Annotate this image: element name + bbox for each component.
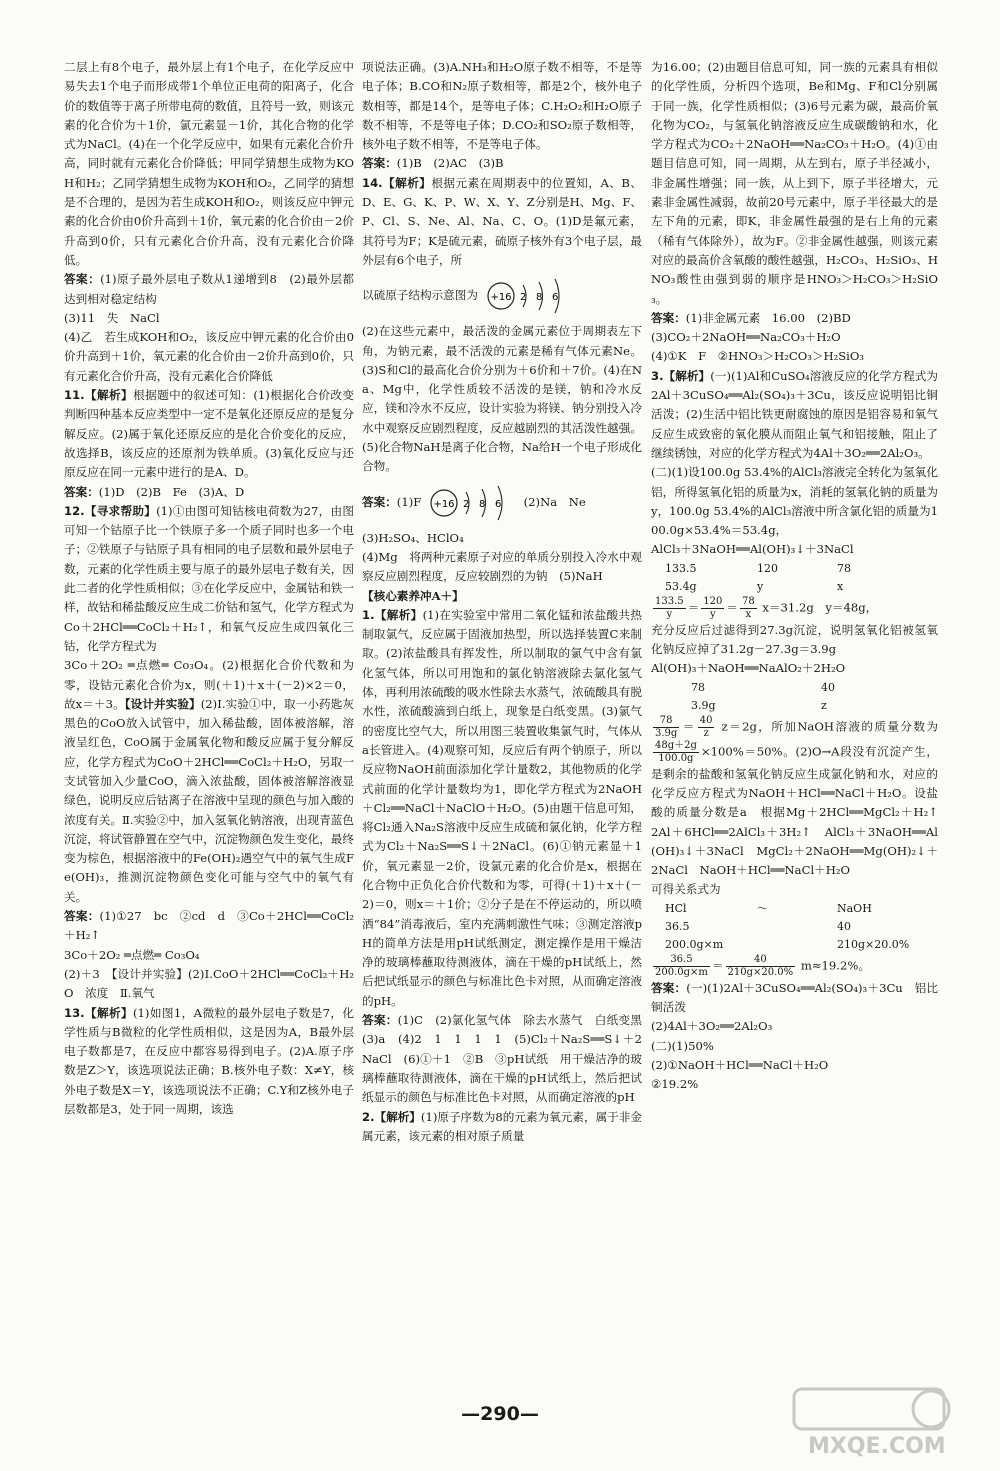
core3-answer-line: (二)(1)50% — [651, 1038, 714, 1053]
answer-label: 答案： — [362, 156, 397, 171]
core1-answer: 答案：(1)C (2)氯化氢气体 除去水蒸气 白纸变黑 (3)a (4)2 1 1 1 1 (5)Cl₂＋Na₂S══S↓＋2NaCl (6)①＋1 ②B ③pH试纸 用干燥洁净的玻璃棒蘸取待测液体，滴在干燥的pH试纸上，然后把试纸显示的颜色与标准比色卡对照，从而确定溶液的pH — [362, 1013, 654, 1105]
q12-equation: 3Co＋2O₂ ═点燃═ Co₃O₄。(2)根据化合价代数和为零，设钴元素化合价为x，则(＋1)＋x＋(－2)×2＝0，故x＝＋3。【设计并实验】(2)Ⅰ.实验①中，取一小药匙灰黑色的CoO放入试管中，加入稀盐酸，固体被溶解，溶液呈红色，CoO属于金属氧化物和酸反应属于复分解反应，化学方程式为CoO＋2HCl══CoCl₂＋H₂O，另取一支试管加入少量CoO，滴入浓盐酸，固体被溶解溶液显绿色，说明反应后钴离子在溶液中呈现的颜色与加入酸的浓度有关。Ⅱ.实验②中，加入氢氧化钠溶液，出现青蓝色沉淀，将试管静置在空气中，沉淀物颜色发生变化，最终变为棕色，根据溶液中的Fe(OH)₂遇空气中的氧气生成Fe(OH)₃，推测沉淀物颜色变化可能与空气中的氧气有关。 — [64, 658, 354, 904]
q12-answer-line: (2)＋3 【设计并实验】(2)Ⅰ.CoO＋2HCl══CoCl₂＋H₂O 浓度 Ⅱ.氧气 — [64, 966, 354, 1001]
answer-label: 答案： — [64, 484, 99, 499]
q10-answer-line: (3)11 失 NaCl — [64, 310, 160, 325]
watermark-logo — [786, 1383, 966, 1463]
answer-label: 答案： — [64, 272, 101, 287]
section-tag: 【解析】 — [84, 388, 134, 403]
q12-analysis: 12.【寻求帮助】(1)①由图可知钴核电荷数为27，由图可知一个钴原子比一个铁原子多一个质子同时也多一个电子；②铁原子与钴原子具有相同的电子层数和最外层电子数，元素的化学性质主要与原子的最外层电子数有关，因此二者的化学性质相似；③在化学反应中，金属钴和铁一样，故钴和稀盐酸反应生成二价钴和氢气，化学方程式为Co＋2HCl══CoCl₂＋H₂↑，和氧气反应生成四氧化三钴，化学方程式为 — [64, 503, 354, 653]
q12-answer-equation: 3Co＋2O₂ ═点燃═ Co₃O₄ — [64, 947, 200, 962]
svg-text:6: 6 — [494, 498, 502, 510]
answer-label: 答案： — [651, 310, 686, 325]
atom-shell-3: 6 — [551, 292, 559, 304]
core2-answer-line: (3)CO₂＋2NaOH══Na₂CO₃＋H₂O — [651, 330, 841, 345]
section-tag: 【寻求帮助】 — [84, 503, 157, 518]
svg-text:8: 8 — [478, 498, 486, 510]
equation-ratio-table: 78 40 3.9g z — [691, 680, 835, 712]
q10-continuation: 二层上有8个电子，最外层上有1个电子，在化学反应中易失去1个电子而形成带1个单位正电荷的阳离子，化合价的数值等于离子所带电荷的数值，且符号一致，则该元素的化合价为＋1价，氯元素显－1价，其化合物的化学式为NaCl。(4)在一个化学反应中，如果有元素化合价升高，同时就有元素化合价降低；甲同学猜想生成物为KOH和H₂；乙同学猜想生成物为KOH和O₂，乙同学的猜想是不合理的，是因为若生成KOH和O₂，则该反应中钾元素的化合价由0价升高到＋1价，氧元素的化合价由－2价升高到0价，只有元素化合价升高，没有元素化合价降低。 — [64, 60, 354, 267]
core2-answer: 答案：(1)非金属元素 16.00 (2)BD — [651, 310, 851, 325]
svg-text:2: 2 — [462, 498, 470, 510]
question-number: 1. — [362, 607, 375, 622]
sulfur-atom-diagram — [485, 276, 577, 316]
core3-analysis-cont: 充分反应后过滤得到27.3g沉淀，说明氢氧化铝被氢氧化钠反应掉了31.2g－27.3g＝3.9g — [651, 622, 938, 657]
atom-nucleus-label: +16 — [490, 292, 512, 304]
fraction: $\frac{120}{y}$ — [703, 595, 723, 620]
section-tag: 【解析】 — [663, 368, 711, 383]
answer-label: 答案： — [651, 980, 687, 995]
q14-analysis-cont: (2)在这些元素中，最活泼的金属元素位于周期表左下角，为钠元素，最不活泼的元素是稀有气体元素Ne。(3)S和Cl的最高化合价分别为＋6价和＋7价。(4)在Na、Mg中，化学性质较不活泼的是镁，钠和冷水反应，镁和冷水不反应，设计实验为将镁、钠分别投入冷水中观察反应剧烈程度，反应越剧烈的其活泼性越强。(5)化合物NaH是离子化合物，Na给H一个电子形成化合物。 — [362, 324, 642, 474]
answer-label: 答案： — [64, 909, 100, 924]
proportion-line: $\frac{36.5}{200.0g\times m}$ ＝ $\frac{40}{210g\times 20.0\%}$ m≈19.2%。 — [655, 953, 870, 978]
fraction: $\frac{36.5}{200.0g\times m}$ — [655, 953, 708, 978]
sulfur-structure-line: 以硫原子结构示意图为 +16 2 8 6 — [362, 276, 642, 316]
fraction: $\frac{133.5}{y}$ — [655, 595, 684, 620]
q14-answer: 答案：(1)F +16 2 8 6 (2)Na Ne — [362, 483, 642, 523]
relation-table: HCl ～ NaOH 36.5 40 200.0g×m 210g×20.0% — [665, 901, 910, 951]
page-number: —290— — [461, 1403, 539, 1425]
question-number: 3. — [651, 368, 664, 383]
svg-text:MXQE.COM: MXQE.COM — [808, 1434, 946, 1459]
answer-label: 答案： — [362, 494, 397, 509]
core3-analysis-cont: (二)(1)设100.0g 53.4%的AlCl₃溶液完全转化为氢氧化铝，所得氢氧化铝的质量为x，消耗的氢氧化钠的质量为y，100.0g 53.4%的AlCl₃溶液中所含氯化铝的质量为100.0g×53.4%＝53.4g， — [651, 465, 938, 538]
core3-analysis: 3.【解析】(一)(1)Al和CuSO₄溶液反应的化学方程式为2Al＋3CuSO₄══Al₂(SO₄)₃＋3Cu，该反应说明铝比铜活泼；(2)生活中铝比铁更耐腐蚀的原因是铝容易和氧气反应生成致密的氧化膜从而阻止氧气和铝接触，阻止了继续锈蚀，对应的化学方程式为4Al＋3O₂══2Al₂O₃。 — [651, 368, 938, 460]
q11-analysis: 11.【解析】根据题中的叙述可知：(1)根据化合价改变判断四种基本反应类型中一定不是氧化还原反应的是复分解反应。(2)属于氧化还原反应的是化合价变化的反应，故选择B，该反应的还原剂为铁单质。(3)氧化反应与还原反应在同一元素中进行的是A、D。 — [64, 388, 354, 480]
core3-answer: 答案：(一)(1)2Al＋3CuSO₄══Al₂(SO₄)₃＋3Cu 铝比铜活泼 — [651, 980, 938, 1014]
core3-answer-line: (2)①NaOH＋HCl══NaCl＋H₂O — [651, 1057, 829, 1072]
fraction: $\frac{48g+2g}{100.0g}$ — [655, 739, 697, 764]
section-tag: 【解析】 — [374, 1109, 421, 1124]
q14-analysis: 14.【解析】根据元素在周期表中的位置知，A、B、D、E、G、K、P、W、X、Y、Z分别是H、Mg、F、P、Cl、S、Ne、Al、Na、C、O。(1)D是氟元素，其符号为F；K是硫元素，硫原子核外有3个电子层，最外层有6个电子，所 — [362, 175, 642, 267]
relation-label: 可得关系式为 — [651, 882, 721, 897]
section-tag: 【解析】 — [382, 175, 432, 190]
atom-shell-1: 2 — [519, 292, 527, 304]
section-tag: 【解析】 — [84, 1005, 134, 1020]
core1-analysis: 1.【解析】(1)在实验室中常用二氧化锰和浓盐酸共热制取氯气，反应属于固液加热型，所以选择装置C来制取。(2)浓盐酸具有挥发性，所以制取的氯气中含有氯化氢气体，所以可用饱和的氯化钠溶液除去氯化氢气体，再利用浓硫酸的吸水性除去水蒸气，浓硫酸具有脱水性，浓硫酸滴到白纸上，现象是白纸变黑。(3)氯气的密度比空气大，所以用图三装置收集氯气时，气体从a长管进入。(4)观察可知，反应后有两个钠原子，所以反应物NaOH前面添加化学计量数2，其他物质的化学式前面的化学计量数均为1，即化学方程式为2NaOH＋Cl₂══NaCl＋NaClO＋H₂O。(5)由题干信息可知，将Cl₂通入Na₂S溶液中反应生成硫和氯化钠，化学方程式为Cl₂＋Na₂S══S↓＋2NaCl。(6)①钠元素显＋1价，氧元素显－2价，设氯元素的化合价是x，根据在化合物中正负化合价代数和为零，可得(＋1)＋x＋(－2)＝0，则x＝＋1价；②分子是在不停运动的，所以喷洒“84”消毒液后，室内充满刺激性气味；③测定溶液pH的简单方法是用pH试纸测定，测定操作是用干燥洁净的玻璃棒蘸取待测液体，滴在干燥的pH试纸上，然后把试纸显示的颜色与标准比色卡对照，从而确定溶液的pH。 — [362, 607, 642, 1008]
equation-aluminium-chloride: AlCl₃＋3NaOH══Al(OH)₃↓＋3NaCl — [651, 542, 854, 557]
fraction: $\frac{40}{z}$ — [699, 714, 713, 739]
section-tag: 【解析】 — [374, 607, 423, 622]
core2-continuation: 为16.00；(2)由题目信息可知，同一族的元素具有相似的化学性质，分析四个选项，Be和Mg、F和Cl分别属于同一族，化学性质相似；(3)6号元素为碳，最高价氧化物为CO₂，与氢氧化钠溶液反应生成碳酸钠和水，化学方程式为CO₂＋2NaOH══Na₂CO₃＋H₂O。(4)①由题目信息可知，同一周期，从左到右，原子半径减小，非金属性增强；同一族，从上到下，原子半径增大，元素非金属性减弱，故前20号元素中，原子半径最大的是左下角的元素，即K，非金属性最强的是右上角的元素（稀有气体除外），故为F。②非金属性越强，则该元素对应的最高价含氧酸的酸性越强，H₂CO₃、H₂SiO₃、HNO₃酸性由强到弱的顺序是HNO₃＞H₂CO₃＞H₂SiO₃。 — [651, 60, 938, 306]
q14-answer-line: (4)Mg 将两种元素原子对应的单质分别投入冷水中观察反应剧烈程度，反应较剧烈的为钠 (5)NaH — [362, 549, 642, 584]
q13-continuation: 项说法正确。(3)A.NH₃和H₂O原子数不相等，不是等电子体；B.CO和N₂原子数相等，都是2个，核外电子数相等，都是14个，是等电子体；C.H₂O₂和H₂O原子数不相等，不是等电子体；D.CO₂和SO₂原子数相等，核外电子数不相等，不是等电子体。 — [362, 60, 642, 152]
proportion-line: $\frac{78}{3.9g}$ ＝ $\frac{40}{z}$ z＝2g，所加NaOH溶液的质量分数为 $\frac{48g+2g}{100.0g}$ ×100%＝50%。(2)O→A段没有沉淀产生，是剩余的盐酸和氢氧化钠反应生成氯化钠和水，对应的化学反应方程式为NaOH＋HCl══NaCl＋H₂O。设盐酸的质量分数是a 根据Mg＋2HCl══MgCl₂＋H₂↑ 2Al＋6HCl══2AlCl₃＋3H₂↑ AlCl₃＋3NaOH══Al(OH)₃↓＋3NaCl MgCl₂＋2NaOH══Mg(OH)₂↓＋2NaCl NaOH＋HCl══NaCl＋H₂O — [651, 714, 950, 878]
column-right — [651, 58, 950, 1388]
question-number: 13. — [64, 1005, 85, 1020]
atom-shell-2: 8 — [535, 292, 543, 304]
core3-answer-line: ②19.2% — [651, 1077, 699, 1092]
q10-answer-line: (4)乙 若生成KOH和O₂，该反应中钾元素的化合价由0价升高到＋1价，氧元素的化合价由－2价升高到0价，只有元素化合价升高，没有元素化合价降低 — [64, 330, 354, 383]
q11-answer: 答案：(1)D (2)B Fe (3)A、D — [64, 484, 245, 499]
core2-answer-line: (4)①K F ②HNO₃＞H₂CO₃＞H₂SiO₃ — [651, 349, 865, 364]
q12-answer: 答案：(1)①27 bc ②cd d ③Co＋2HCl══CoCl₂＋H₂↑ — [64, 909, 354, 943]
column-left — [64, 58, 354, 1388]
fraction: $\frac{78}{3.9g}$ — [655, 714, 678, 739]
fraction: $\frac{40}{210g\times 20.0\%}$ — [727, 953, 794, 978]
section-tag: 【设计并实验】 — [124, 696, 201, 711]
question-number: 11. — [64, 388, 85, 403]
equation-aluminium-hydroxide: Al(OH)₃＋NaOH══NaAlO₂＋2H₂O — [651, 661, 846, 676]
svg-text:+16: +16 — [433, 498, 455, 510]
answer-label: 答案： — [362, 1013, 398, 1028]
q14-answer-line: (3)H₂SO₄、HClO₄ — [362, 530, 464, 545]
question-number: 12. — [64, 503, 85, 518]
q13-analysis: 13.【解析】(1)如图1，A微粒的最外层电子数是7，化学性质与B微粒的化学性质相似，这是因为A，B最外层电子数都是7，在反应中都容易得到电子。(2)A.原子序数是Z＞Y，该选项说法正确；B.核外电子数：X≠Y，核外电子数是X＝Y，该选项说法不正确；C.Y和Z核外电子层数都是3，处于同一周期，该选 — [64, 1005, 354, 1117]
q13-answer: 答案：(1)B (2)AC (3)B — [362, 156, 504, 171]
fraction: $\frac{78}{x}$ — [741, 595, 755, 620]
equation-ratio-table: 133.5 120 78 53.4g y x — [665, 561, 851, 593]
sulfur-atom-diagram — [428, 483, 520, 523]
q10-answer: 答案：(1)原子最外层电子数从1递增到8 (2)最外层都达到相对稳定结构 — [64, 272, 354, 306]
proportion-line: $\frac{133.5}{y}$ ＝ $\frac{120}{y}$ ＝ $\frac{78}{x}$ x＝31.2g y＝48g， — [655, 595, 878, 620]
question-number: 2. — [362, 1109, 375, 1124]
column-middle — [362, 58, 654, 1388]
core3-answer-line: (2)4Al＋3O₂══2Al₂O₃ — [651, 1019, 773, 1034]
core2-analysis: 2.【解析】(1)原子序数为8的元素为氧元素，属于非金属元素，该元素的相对原子质量 — [362, 1109, 642, 1143]
question-number: 14. — [362, 175, 383, 190]
core-section-heading: 【核心素养冲A＋】 — [362, 588, 464, 603]
